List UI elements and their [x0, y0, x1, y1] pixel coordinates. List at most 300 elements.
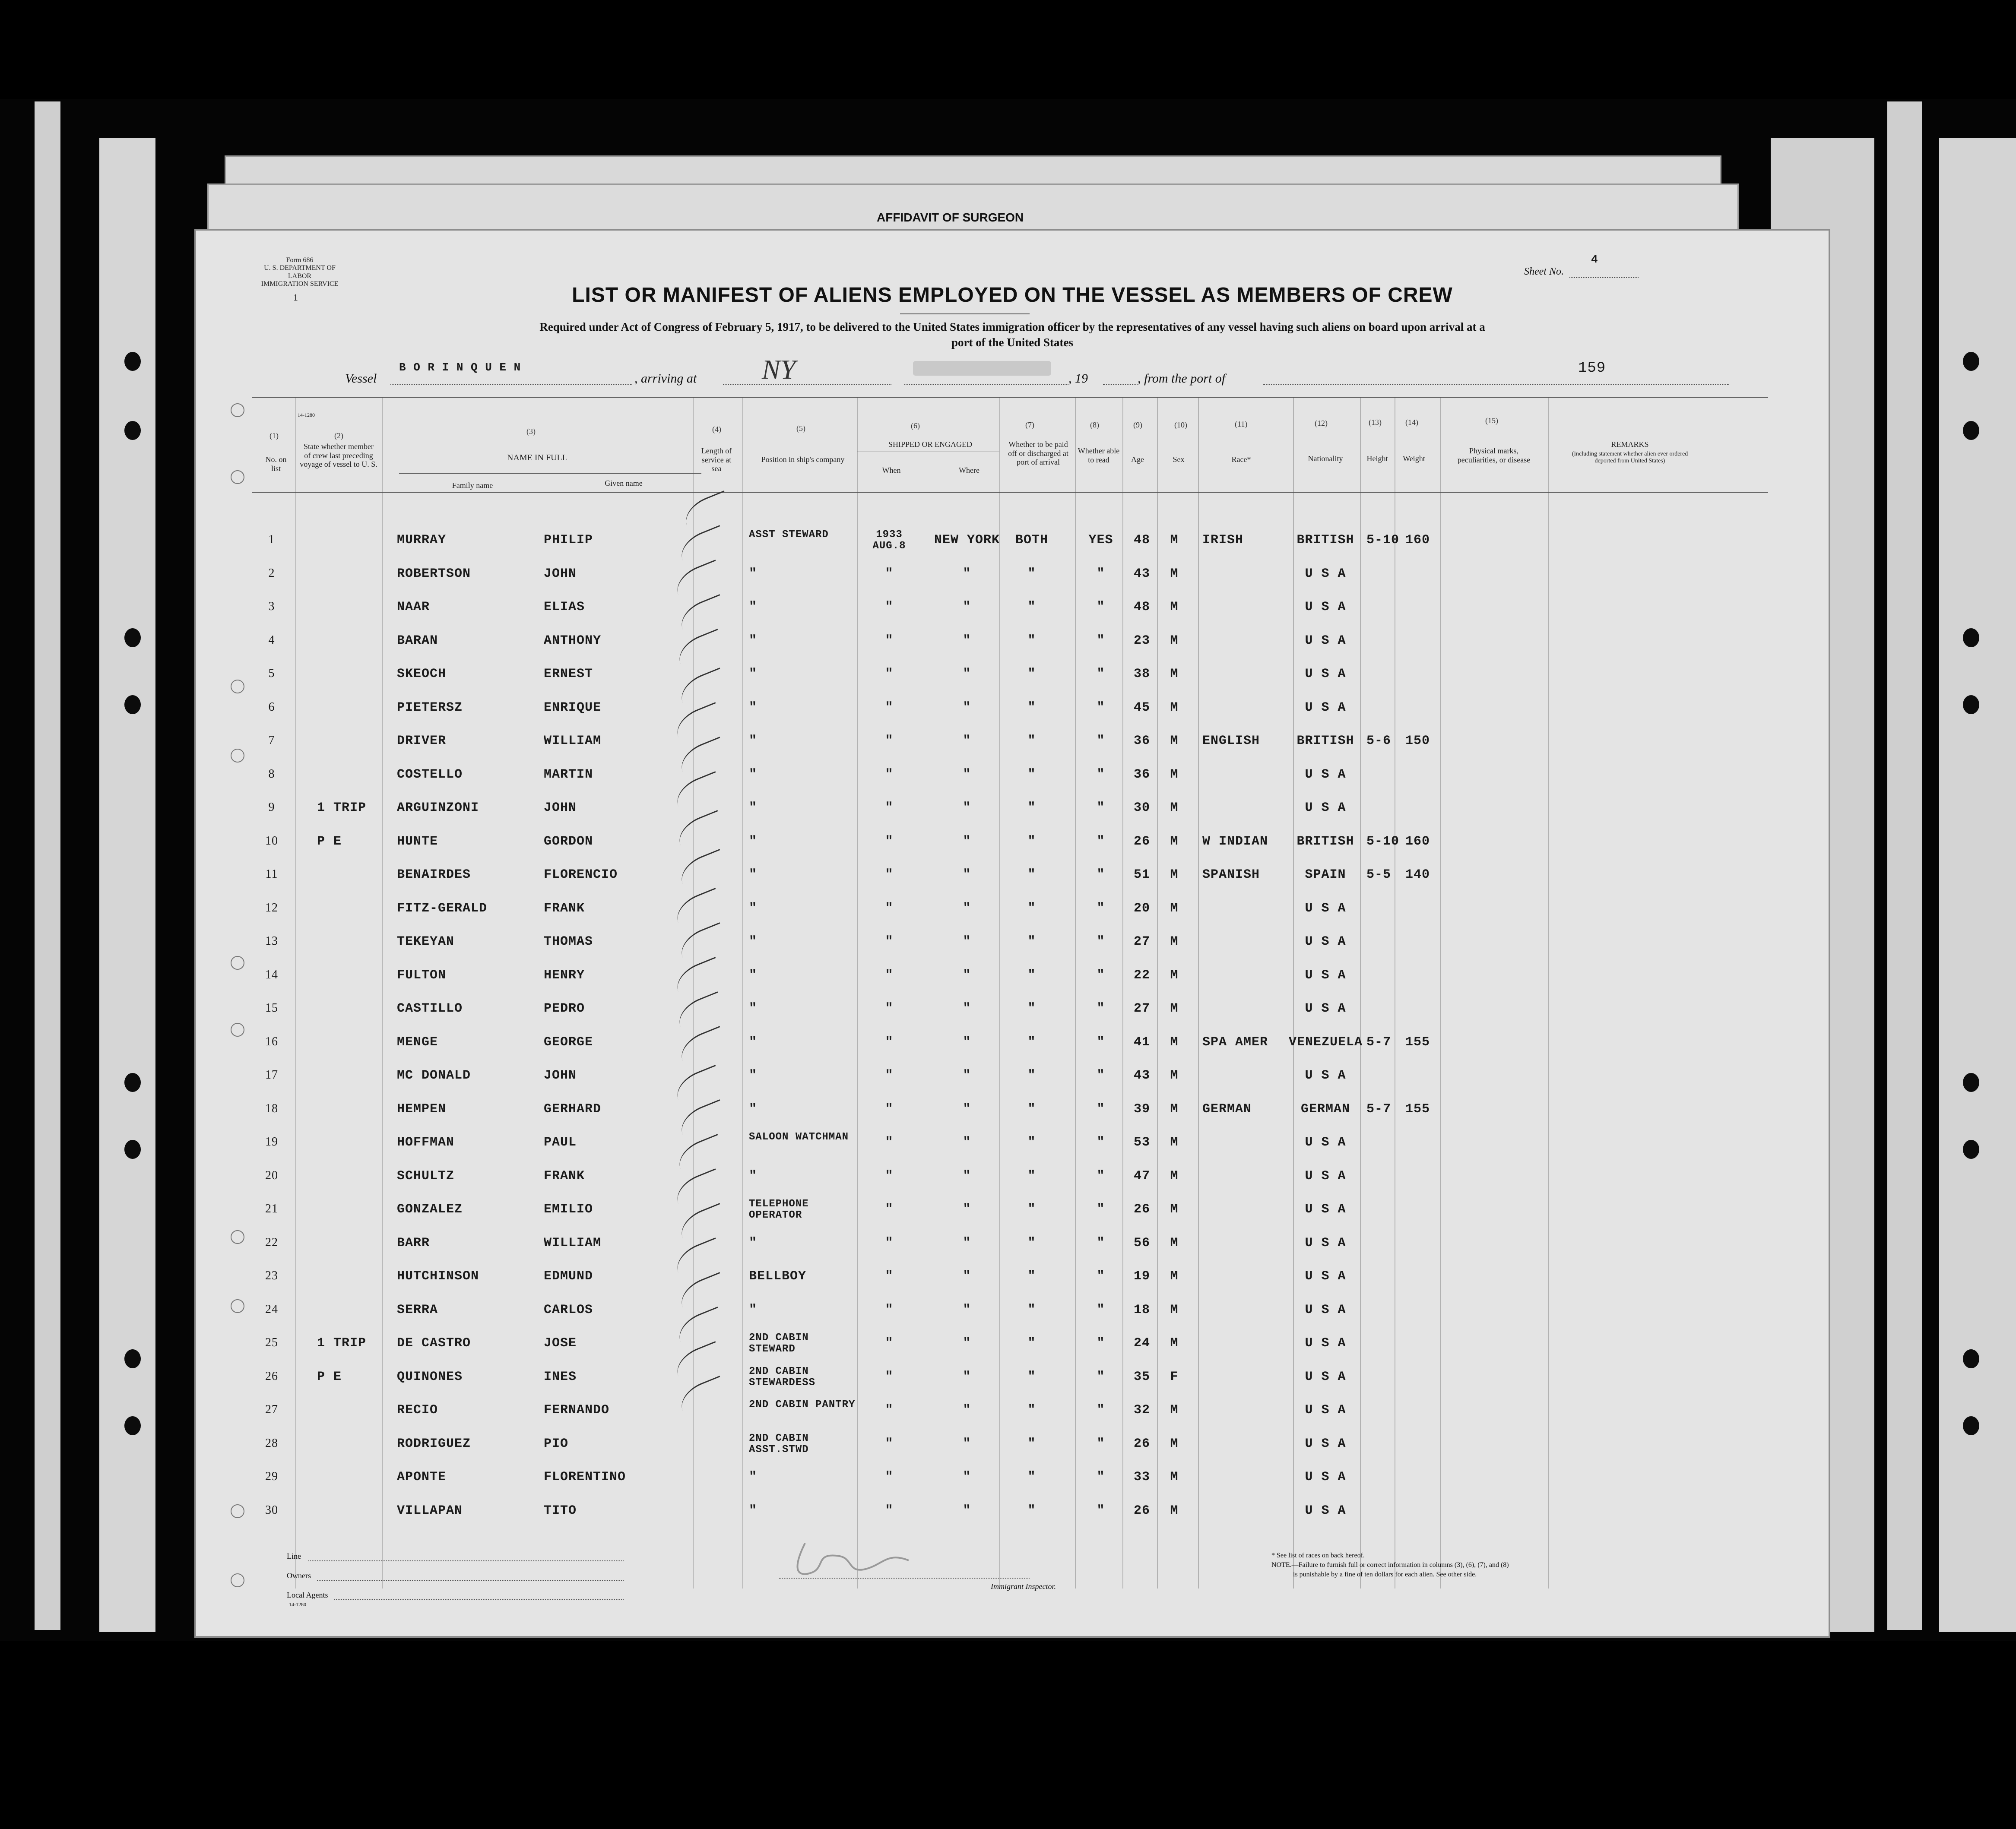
cell-nationality: U S A — [1305, 1436, 1346, 1451]
cell-where: " — [963, 667, 971, 681]
cell-nationality: U S A — [1305, 801, 1346, 815]
cell-no: 22 — [265, 1235, 278, 1249]
cell-weight: 155 — [1405, 1101, 1430, 1117]
cell-family: RECIO — [397, 1403, 438, 1418]
table-row — [196, 1001, 1829, 1035]
cell-nationality: U S A — [1305, 566, 1346, 581]
binder-hole — [1963, 1416, 1979, 1435]
cell-paid: " — [1027, 968, 1036, 983]
cell-age: 39 — [1133, 1101, 1150, 1117]
affidavit-heading: AFFIDAVIT OF SURGEON — [877, 211, 1024, 224]
binder-hole — [1963, 1073, 1979, 1092]
cell-paid: " — [1027, 1202, 1036, 1217]
cell-position: " — [749, 1168, 758, 1183]
hdr-name-in-full: NAME IN FULL — [507, 453, 567, 462]
cell-when: " — [885, 834, 894, 849]
col-number: (8) — [1090, 421, 1099, 429]
cell-where: " — [963, 734, 971, 748]
cell-position: 2ND CABIN ASST.STWD — [749, 1432, 809, 1456]
cell-age: 23 — [1133, 633, 1150, 648]
cell-nationality: U S A — [1305, 700, 1346, 715]
cell-position: ASST STEWARD — [749, 529, 829, 541]
cell-read: " — [1097, 1101, 1105, 1117]
cell-sex: M — [1170, 767, 1179, 782]
cell-family: BARAN — [397, 633, 438, 648]
cell-position: BELLBOY — [749, 1269, 807, 1284]
cell-position: " — [749, 934, 758, 949]
binder-hole — [124, 695, 141, 714]
cell-position: 2ND CABIN PANTRY — [749, 1399, 856, 1411]
cell-position: " — [749, 700, 758, 715]
col-number: (3) — [526, 427, 536, 436]
cell-when: " — [885, 600, 894, 614]
cell-paid: " — [1027, 734, 1036, 748]
table-row — [196, 1269, 1829, 1303]
cell-given: PEDRO — [544, 1001, 585, 1016]
cell-read: " — [1097, 566, 1105, 581]
cell-position: " — [749, 1068, 758, 1083]
cell-position: TELEPHONE OPERATOR — [749, 1198, 809, 1221]
subtitle-line-1: Required under Act of Congress of February 5, 1917, to be delivered to the United States immigration officer by the representatives of any vessel having such aliens on board upon arrival at a — [539, 320, 1485, 333]
cell-paid: " — [1027, 1336, 1036, 1351]
table-row — [196, 734, 1829, 767]
cell-read: " — [1097, 1035, 1105, 1050]
cell-sex: M — [1170, 834, 1179, 849]
cell-when: " — [885, 968, 894, 983]
cell-no: 14 — [265, 968, 278, 981]
cell-no: 4 — [268, 633, 275, 647]
cell-position: " — [749, 834, 758, 849]
cell-sex: M — [1170, 1235, 1179, 1250]
cell-no: 6 — [268, 700, 275, 714]
cell-given: GORDON — [544, 834, 593, 849]
cell-state: 1 TRIP — [317, 801, 367, 815]
cell-nationality: U S A — [1305, 1470, 1346, 1484]
cell-when: " — [885, 667, 894, 681]
cell-paid: " — [1027, 566, 1036, 581]
cell-when: " — [885, 700, 894, 715]
cell-when: 1933 AUG.8 — [872, 529, 906, 552]
col-number: (12) — [1315, 419, 1328, 427]
table-row — [196, 1198, 1829, 1236]
cell-height: 5-5 — [1366, 867, 1392, 882]
cell-sex: M — [1170, 867, 1179, 882]
cell-paid: " — [1027, 1403, 1036, 1418]
cell-where: " — [963, 633, 971, 648]
cell-family: COSTELLO — [397, 767, 463, 782]
cell-read: " — [1097, 801, 1105, 815]
cell-age: 48 — [1133, 533, 1150, 547]
cell-race: ENGLISH — [1202, 734, 1260, 748]
table-row — [196, 867, 1829, 901]
cell-paid: " — [1027, 1068, 1036, 1083]
cell-family: SERRA — [397, 1302, 438, 1317]
cell-family: VILLAPAN — [397, 1503, 463, 1518]
form-line: U. S. DEPARTMENT OF LABOR — [264, 264, 336, 280]
cell-when: " — [885, 1436, 894, 1451]
cell-paid: " — [1027, 1001, 1036, 1016]
cell-given: INES — [544, 1369, 577, 1384]
cell-given: CARLOS — [544, 1302, 593, 1317]
cell-given: FRANK — [544, 901, 585, 916]
cell-sex: M — [1170, 1336, 1179, 1351]
cell-given: PAUL — [544, 1135, 577, 1150]
cell-given: ELIAS — [544, 600, 585, 614]
cell-read: " — [1097, 1135, 1105, 1150]
cell-given: PIO — [544, 1436, 569, 1451]
inspector-signature — [788, 1535, 926, 1586]
cell-sex: M — [1170, 934, 1179, 949]
cell-age: 53 — [1133, 1135, 1150, 1150]
cell-nationality: U S A — [1305, 1403, 1346, 1418]
binder-hole — [124, 352, 141, 371]
cell-no: 29 — [265, 1470, 278, 1483]
hdr-remarks: REMARKS — [1611, 440, 1649, 449]
manifest-sheet — [194, 229, 1830, 1638]
date-line — [904, 384, 1068, 385]
cell-read: " — [1097, 1302, 1105, 1317]
cell-no: 28 — [265, 1436, 278, 1450]
table-row — [196, 1503, 1829, 1537]
cell-weight: 155 — [1405, 1035, 1430, 1050]
col-number: (15) — [1485, 416, 1498, 425]
cell-family: HEMPEN — [397, 1101, 447, 1117]
cell-no: 5 — [268, 667, 275, 680]
cell-no: 19 — [265, 1135, 278, 1149]
cell-where: " — [963, 1135, 971, 1150]
header-top-rule — [252, 397, 1768, 398]
footer-line-rule — [308, 1560, 624, 1561]
footer-note-1: * See list of races on back hereof. — [1271, 1552, 1365, 1559]
cell-family: ARGUINZONI — [397, 801, 479, 815]
arriving-port-handwritten: NY — [762, 354, 796, 385]
vessel-label: Vessel — [345, 371, 377, 386]
col-number: (10) — [1174, 421, 1187, 429]
col-number: (4) — [712, 425, 721, 434]
cell-read: " — [1097, 767, 1105, 782]
cell-paid: " — [1027, 867, 1036, 882]
cell-no: 2 — [268, 566, 275, 580]
hdr-given-name: Given name — [605, 479, 643, 487]
cell-when: " — [885, 1068, 894, 1083]
cell-paid: " — [1027, 700, 1036, 715]
cell-age: 45 — [1133, 700, 1150, 715]
hdr-when: When — [882, 466, 901, 475]
cell-nationality: U S A — [1305, 1001, 1346, 1016]
cell-when: " — [885, 1470, 894, 1484]
cell-read: " — [1097, 734, 1105, 748]
table-row — [196, 1432, 1829, 1470]
cell-no: 1 — [268, 533, 275, 546]
hdr-height: Height — [1366, 454, 1388, 463]
cell-height: 5-7 — [1366, 1035, 1392, 1050]
cell-where: " — [963, 934, 971, 949]
cell-when: " — [885, 1101, 894, 1117]
cell-state: 1 TRIP — [317, 1336, 367, 1351]
cell-race: GERMAN — [1202, 1101, 1252, 1117]
cell-when: " — [885, 1269, 894, 1284]
cell-family: DRIVER — [397, 734, 447, 748]
cell-family: DE CASTRO — [397, 1336, 471, 1351]
cell-paid: " — [1027, 767, 1036, 782]
cell-when: " — [885, 1001, 894, 1016]
cell-age: 26 — [1133, 834, 1150, 849]
cell-sex: M — [1170, 667, 1179, 681]
cell-read: " — [1097, 1269, 1105, 1284]
cell-paid: " — [1027, 667, 1036, 681]
cell-when: " — [885, 1135, 894, 1150]
cell-position: " — [749, 734, 758, 748]
binder-hole — [124, 628, 141, 647]
hdr-age: Age — [1131, 455, 1144, 464]
cell-where: " — [963, 1503, 971, 1518]
hdr-family-name: Family name — [452, 481, 493, 490]
cell-paid: " — [1027, 1235, 1036, 1250]
cell-sex: M — [1170, 1168, 1179, 1183]
cell-family: SCHULTZ — [397, 1168, 455, 1183]
cell-age: 32 — [1133, 1403, 1150, 1418]
cell-where: " — [963, 1336, 971, 1351]
col-number: (9) — [1133, 421, 1142, 429]
cell-age: 26 — [1133, 1202, 1150, 1217]
cell-position: " — [749, 1470, 758, 1484]
table-row — [196, 1131, 1829, 1169]
cell-age: 24 — [1133, 1336, 1150, 1351]
cell-read: " — [1097, 1470, 1105, 1484]
form-line: Form 686 — [286, 256, 314, 264]
cell-nationality: U S A — [1305, 1269, 1346, 1284]
table-row — [196, 1035, 1829, 1069]
cell-sex: M — [1170, 734, 1179, 748]
cell-age: 43 — [1133, 566, 1150, 581]
cell-sex: M — [1170, 968, 1179, 983]
cell-nationality: U S A — [1305, 1302, 1346, 1317]
cell-sex: M — [1170, 533, 1179, 547]
cell-when: " — [885, 734, 894, 748]
cell-nationality: U S A — [1305, 600, 1346, 614]
cell-family: BARR — [397, 1235, 430, 1250]
cell-age: 35 — [1133, 1369, 1150, 1384]
cell-no: 25 — [265, 1336, 278, 1349]
date-stamp-blur — [913, 361, 1051, 376]
cell-family: PIETERSZ — [397, 700, 463, 715]
cell-family: HOFFMAN — [397, 1135, 455, 1150]
footer-owners-rule — [317, 1580, 624, 1581]
cell-family: FULTON — [397, 968, 447, 983]
cell-given: ENRIQUE — [544, 700, 602, 715]
table-row — [196, 834, 1829, 868]
cell-paid: " — [1027, 1302, 1036, 1317]
cell-when: " — [885, 1235, 894, 1250]
hdr-physical: Physical marks, peculiarities, or disease — [1457, 446, 1531, 464]
cell-nationality: U S A — [1305, 1503, 1346, 1518]
cell-read: " — [1097, 700, 1105, 715]
cell-family: MURRAY — [397, 533, 447, 547]
cell-given: FRANK — [544, 1168, 585, 1183]
form-code: 14-1280 — [298, 412, 315, 418]
cell-nationality: BRITISH — [1296, 834, 1354, 849]
cell-when: " — [885, 934, 894, 949]
cell-family: MC DONALD — [397, 1068, 471, 1083]
small-mark: 1 — [293, 292, 298, 303]
cell-paid: " — [1027, 633, 1036, 648]
cell-read: " — [1097, 834, 1105, 849]
cell-given: WILLIAM — [544, 1235, 602, 1250]
cell-nationality: U S A — [1305, 1068, 1346, 1083]
cell-height: 5-10 — [1366, 533, 1400, 547]
cell-where: " — [963, 566, 971, 581]
cell-paid: " — [1027, 1369, 1036, 1384]
arriving-line — [723, 384, 891, 385]
footer-note-3: is punishable by a fine of ten dollars for each alien. See other side. — [1293, 1571, 1477, 1578]
cell-given: GEORGE — [544, 1035, 593, 1050]
film-top-border — [0, 0, 2016, 99]
cell-when: " — [885, 1503, 894, 1518]
cell-no: 17 — [265, 1068, 278, 1082]
cell-sex: M — [1170, 600, 1179, 614]
cell-when: " — [885, 901, 894, 916]
cell-given: HENRY — [544, 968, 585, 983]
cell-where: " — [963, 867, 971, 882]
cell-state: P E — [317, 834, 342, 849]
cell-sex: M — [1170, 1269, 1179, 1284]
cell-sex: M — [1170, 1503, 1179, 1518]
cell-no: 30 — [265, 1503, 278, 1517]
cell-read: " — [1097, 667, 1105, 681]
cell-sex: M — [1170, 1470, 1179, 1484]
from-port-line — [1263, 384, 1729, 385]
cell-no: 10 — [265, 834, 278, 848]
cell-family: FITZ-GERALD — [397, 901, 488, 916]
cell-position: " — [749, 767, 758, 782]
cell-paid: " — [1027, 1436, 1036, 1451]
cell-race: IRISH — [1202, 533, 1244, 547]
col-number: (1) — [269, 431, 279, 440]
cell-paid: BOTH — [1015, 533, 1048, 547]
cell-paid: " — [1027, 834, 1036, 849]
inspector-label: Immigrant Inspector. — [991, 1582, 1056, 1591]
footer-owners-label: Owners — [287, 1571, 311, 1580]
cell-paid: " — [1027, 1135, 1036, 1150]
cell-when: " — [885, 633, 894, 648]
cell-position: " — [749, 1235, 758, 1250]
cell-read: " — [1097, 1068, 1105, 1083]
hdr-able-read: Whether able to read — [1078, 446, 1120, 464]
cell-read: " — [1097, 1001, 1105, 1016]
cell-position: " — [749, 1001, 758, 1016]
cell-no: 24 — [265, 1302, 278, 1316]
cell-sex: M — [1170, 801, 1179, 815]
sheet-no-line — [1569, 277, 1639, 278]
cell-age: 20 — [1133, 901, 1150, 916]
cell-no: 27 — [265, 1403, 278, 1416]
cell-sex: M — [1170, 1302, 1179, 1317]
cell-paid: " — [1027, 1101, 1036, 1117]
cell-nationality: VENEZUELA — [1289, 1035, 1363, 1050]
cell-position: " — [749, 968, 758, 983]
cell-given: GERHARD — [544, 1101, 602, 1117]
cell-where: " — [963, 1269, 971, 1284]
cell-sex: M — [1170, 1202, 1179, 1217]
cell-no: 8 — [268, 767, 275, 781]
cell-family: NAAR — [397, 600, 430, 614]
table-row — [196, 566, 1829, 600]
cell-age: 47 — [1133, 1168, 1150, 1183]
cell-age: 30 — [1133, 801, 1150, 815]
hdr-shipped: SHIPPED OR ENGAGED — [888, 440, 972, 449]
cell-family: ROBERTSON — [397, 566, 471, 581]
table-row — [196, 1399, 1829, 1437]
cell-position: " — [749, 1302, 758, 1317]
hdr-state-crew: State whether member of crew last preceding voyage of vessel to U. S. — [300, 442, 377, 469]
binder-hole — [124, 1416, 141, 1435]
cell-sex: M — [1170, 566, 1179, 581]
binder-hole — [1963, 628, 1979, 647]
cell-given: JOHN — [544, 566, 577, 581]
cell-family: RODRIGUEZ — [397, 1436, 471, 1451]
cell-given: FERNANDO — [544, 1403, 610, 1418]
cell-where: " — [963, 1101, 971, 1117]
cell-weight: 150 — [1405, 734, 1430, 748]
table-row — [196, 1303, 1829, 1336]
table-row — [196, 529, 1829, 566]
binder-hole — [1963, 421, 1979, 440]
cell-read: " — [1097, 934, 1105, 949]
cell-position: 2ND CABIN STEWARD — [749, 1332, 809, 1355]
cell-when: " — [885, 767, 894, 782]
cell-where: " — [963, 767, 971, 782]
manifest-title: LIST OR MANIFEST OF ALIENS EMPLOYED ON THE VESSEL AS MEMBERS OF CREW — [572, 284, 1453, 307]
cell-when: " — [885, 1403, 894, 1418]
col-number: (6) — [911, 421, 920, 430]
cell-position: " — [749, 1101, 758, 1117]
cell-nationality: U S A — [1305, 767, 1346, 782]
cell-paid: " — [1027, 1503, 1036, 1518]
cell-family: MENGE — [397, 1035, 438, 1050]
cell-position: " — [749, 1503, 758, 1518]
cell-no: 18 — [265, 1101, 278, 1115]
col-number: (13) — [1369, 418, 1382, 427]
cell-sex: M — [1170, 700, 1179, 715]
cell-family: SKEOCH — [397, 667, 447, 681]
cell-paid: " — [1027, 801, 1036, 815]
hdr-paid-off: Whether to be paid off or discharged at port of arrival — [1008, 440, 1068, 467]
cell-when: " — [885, 1369, 894, 1384]
cell-read: " — [1097, 1235, 1105, 1250]
sheet-no-label: Sheet No. — [1524, 266, 1564, 277]
table-row — [196, 667, 1829, 700]
cell-age: 26 — [1133, 1503, 1150, 1518]
cell-read: " — [1097, 600, 1105, 614]
cell-family: APONTE — [397, 1470, 447, 1484]
hdr-no-on-list: No. on list — [265, 455, 287, 473]
cell-age: 43 — [1133, 1068, 1150, 1083]
cell-sex: M — [1170, 1101, 1179, 1117]
binder-hole — [124, 421, 141, 440]
cell-no: 3 — [268, 600, 275, 613]
cell-where: " — [963, 700, 971, 715]
subtitle-line-2: port of the United States — [951, 336, 1073, 349]
cell-when: " — [885, 1336, 894, 1351]
col-number: (7) — [1025, 421, 1034, 429]
sheet-number: 4 — [1591, 253, 1598, 266]
cell-no: 7 — [268, 734, 275, 747]
cell-age: 19 — [1133, 1269, 1150, 1284]
cell-given: JOHN — [544, 1068, 577, 1083]
cell-nationality: U S A — [1305, 1235, 1346, 1250]
table-row — [196, 633, 1829, 667]
table-row — [196, 934, 1829, 968]
